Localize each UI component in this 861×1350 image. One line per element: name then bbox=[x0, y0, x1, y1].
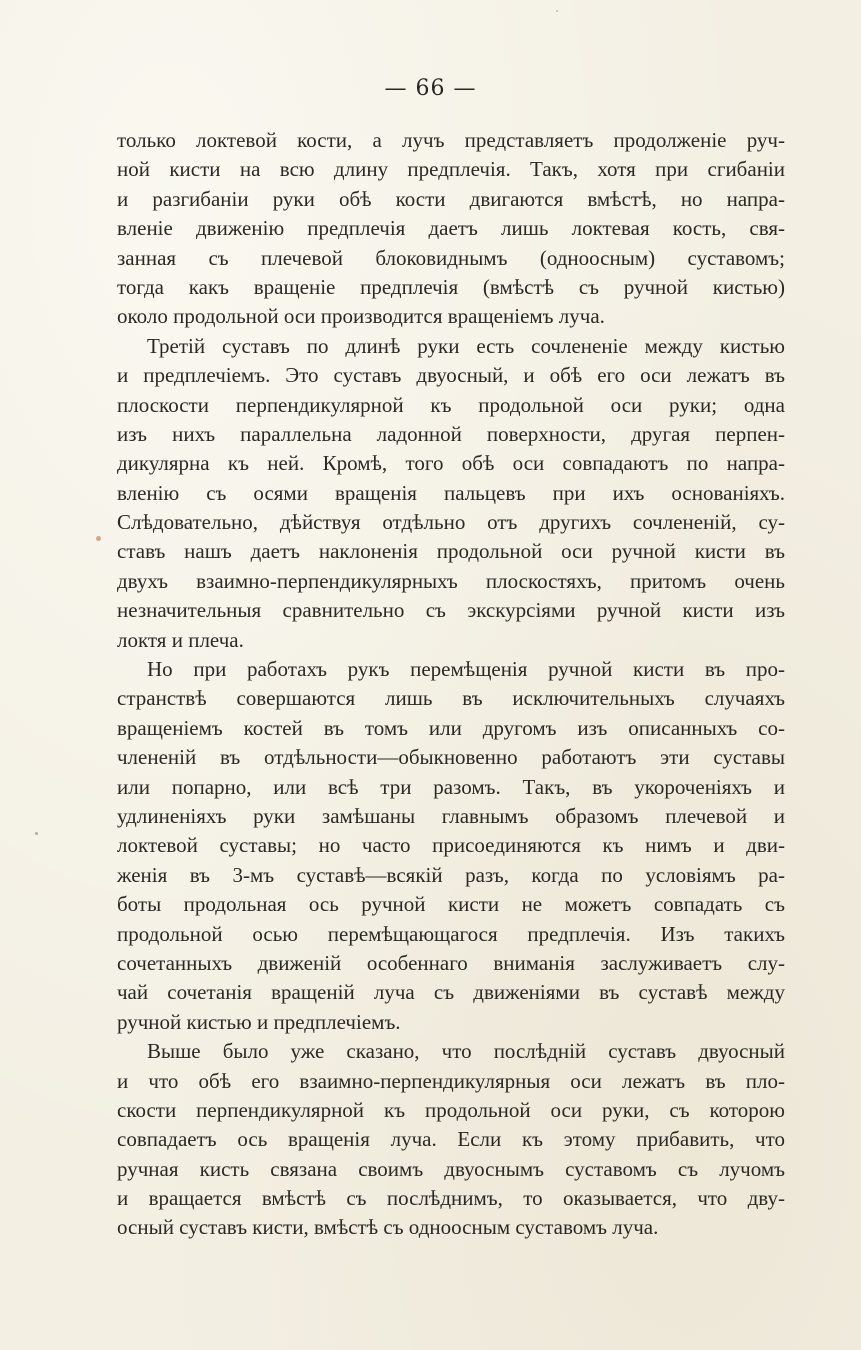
text-line: совпадаетъ ось вращенія луча. Если къ этому прибавить, что bbox=[117, 1127, 785, 1152]
text-line: только локтевой кости, а лучъ представляетъ продолженіе руч- bbox=[117, 128, 785, 152]
text-line: ставъ нашъ даетъ наклоненія продольной оси ручной кисти въ bbox=[117, 539, 785, 564]
text-line: и что обѣ его взаимно-перпендикулярныя оси лежатъ въ пло- bbox=[117, 1068, 785, 1093]
text-line: локтя и плеча. bbox=[117, 627, 244, 652]
text-line: тогда какъ вращеніе предплечія (вмѣстѣ съ ручной кистью) bbox=[117, 274, 785, 299]
text-line: осный суставъ кисти, вмѣстѣ съ одноосным суставомъ луча. bbox=[117, 1215, 659, 1240]
text-line: занная съ плечевой блоковиднымъ (одноосным) суставомъ; bbox=[117, 245, 785, 270]
text-line: члененій въ отдѣльности—обыкновенно работаютъ эти суставы bbox=[117, 745, 785, 770]
text-line: Третій суставъ по длинѣ руки есть сочлененіе между кистью bbox=[147, 333, 785, 358]
text-line: незначительныя сравнительно съ экскурсіями ручной кисти изъ bbox=[117, 598, 785, 623]
text-line: боты продольная ось ручной кисти не можетъ совпадать съ bbox=[117, 892, 785, 917]
text-line: Слѣдовательно, дѣйствуя отдѣльно отъ другихъ сочлененій, су- bbox=[117, 510, 785, 535]
text-line: Выше было уже сказано, что послѣдній суставъ двуосный bbox=[147, 1039, 785, 1064]
text-line: ручной кистью и предплечіемъ. bbox=[117, 1009, 401, 1034]
text-line: ручная кисть связана своимъ двуоснымъ суставомъ съ лучомъ bbox=[117, 1156, 785, 1181]
text-line: и вращается вмѣстѣ съ послѣднимъ, то оказывается, что дву- bbox=[117, 1186, 785, 1211]
text-line: Но при работахъ рукъ перемѣщенія ручной кисти въ про- bbox=[147, 657, 785, 682]
text-line: продольной осью перемѣщающагося предплечія. Изъ такихъ bbox=[117, 921, 785, 946]
paper-speck bbox=[556, 10, 558, 12]
text-line: сочетанныхъ движеній особеннаго вниманія заслуживаетъ слу- bbox=[117, 950, 785, 975]
text-line: изъ нихъ параллельна ладонной поверхности, другая перпен- bbox=[117, 421, 785, 446]
text-line: или попарно, или всѣ три разомъ. Такъ, въ укороченіяхъ и bbox=[117, 774, 785, 799]
text-line: дикулярна къ ней. Кромѣ, того обѣ оси совпадаютъ по напра- bbox=[117, 451, 785, 476]
text-line: странствѣ совершаются лишь въ исключительныхъ случаяхъ bbox=[117, 686, 785, 711]
text-line: около продольной оси производится вращеніемъ луча. bbox=[117, 304, 605, 329]
text-line: и разгибаніи руки обѣ кости двигаются вмѣстѣ, но напра- bbox=[117, 186, 785, 211]
paper-speck bbox=[96, 536, 101, 541]
text-line: скости перпендикулярной къ продольной оси руки, съ которою bbox=[117, 1097, 785, 1122]
text-line: вращеніемъ костей въ томъ или другомъ изъ описанныхъ со- bbox=[117, 715, 785, 740]
text-line: вленіе движенію предплечія даетъ лишь локтевая кость, свя- bbox=[117, 216, 785, 241]
text-line: локтевой суставы; но часто присоединяются къ нимъ и дви- bbox=[117, 833, 785, 858]
body-text bbox=[117, 126, 785, 1243]
paper-speck bbox=[35, 832, 38, 835]
text-line: ной кисти на всю длину предплечія. Такъ, хотя при сгибаніи bbox=[117, 157, 785, 182]
page-number: — 66 — bbox=[384, 76, 477, 101]
text-line: вленію съ осями вращенія пальцевъ при ихъ основаніяхъ. bbox=[117, 480, 785, 505]
text-line: удлиненіяхъ руки замѣшаны главнымъ образомъ плечевой и bbox=[117, 803, 785, 828]
text-line: плоскости перпендикулярной къ продольной оси руки; одна bbox=[117, 392, 785, 417]
text-line: двухъ взаимно-перпендикулярныхъ плоскостяхъ, притомъ очень bbox=[117, 568, 785, 593]
text-line: чай сочетанія вращеній луча съ движеніями въ суставѣ между bbox=[117, 980, 785, 1005]
text-line: и предплечіемъ. Это суставъ двуосный, и обѣ его оси лежатъ въ bbox=[117, 363, 785, 388]
text-line: женія въ 3-мъ суставѣ—всякій разъ, когда по условіямъ ра- bbox=[117, 862, 785, 887]
